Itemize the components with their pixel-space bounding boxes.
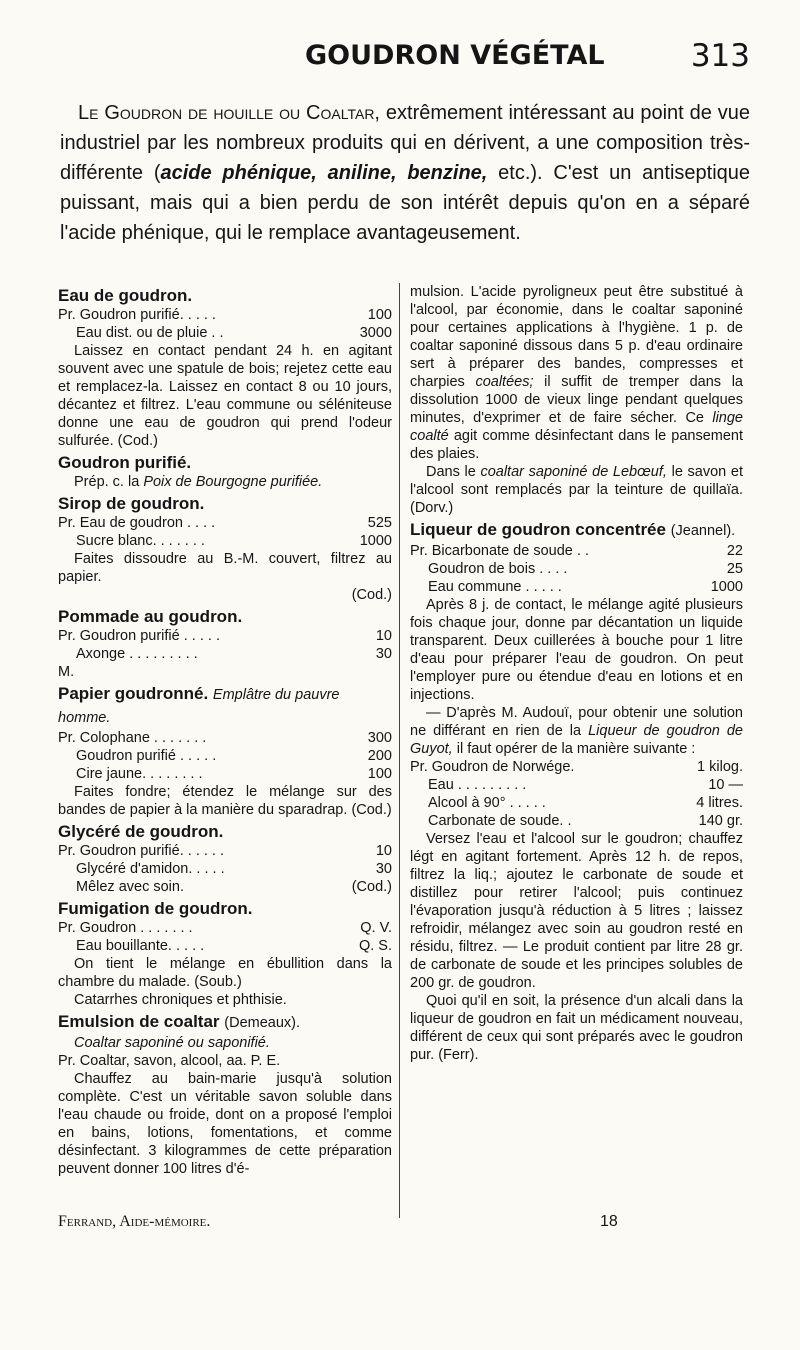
heading-papier: Papier goudronné. Emplâtre du pauvre homme. xyxy=(58,684,340,726)
quantity: 100 xyxy=(367,307,392,323)
heading-glycere: Glycéré de goudron. xyxy=(58,822,224,841)
column-divider xyxy=(399,283,400,1218)
recipe-liqueur: Pr. Bicarbonate de soude . . 22 Goudron de bois . . . . 25 Eau commune . . . . . 1000 xyxy=(410,543,743,595)
ingredient: Pr. Goudron purifié. . . . . xyxy=(58,307,216,323)
recipe-sirop: Pr. Eau de goudron . . . . 525 Sucre blanc. . . . . . . 1000 xyxy=(58,515,392,549)
page-number: 313 xyxy=(690,38,750,74)
heading-fumigation: Fumigation de goudron. xyxy=(58,899,253,918)
intro-text-end: etc.). C'est un antiseptique puissant, mais qui a bien perdu de son intérêt depuis qu'on en a séparé l'acide phénique, qui le remplace avantageusement. xyxy=(60,162,751,244)
recipe-eau xyxy=(58,306,392,342)
text-liqueur: Après 8 j. de contact, le mélange agité plusieurs fois chaque jour, donne par décantation un liquide transparent. Deux cuillerées à bouche pour 1 litre d'eau pour préparer l'eau de goudron. On peut l'employer pure ou étendue d'eau en lotions et en injections. xyxy=(410,597,743,703)
text-audoui: — D'après M. Audouï, pour obtenir une solution ne différant en rien de la Liqueur de goudron de Guyot, il faut opérer de la manière suivante : xyxy=(410,705,743,757)
text-continuation: mulsion. L'acide pyroligneux peut être substitué à l'alcool, par économie, dans le coaltar saponiné pour certaines applications à l'hygiène. 1 p. de coaltar saponiné dissous dans 5 p. d'eau ordinaire sert à préparer des bandes, compresses et charpies coaltées; il suffit de tremper dans la dissolution 1000 de vieux linge pendant quelques minutes, d'exprimer et de faire sécher. Ce linge coalté agit comme désinfectant dans le pansement des plaies. xyxy=(410,284,743,462)
heading-emulsion: Emulsion de coaltar (Demeaux). xyxy=(58,1012,301,1031)
page-header xyxy=(110,40,750,90)
heading-eau: Eau de goudron. xyxy=(58,286,193,305)
mix-note: M. xyxy=(58,664,75,680)
recipe-glycere: Pr. Goudron purifié. . . . . . 10 Glycéré d'amidon. . . . . 30 xyxy=(58,843,392,877)
right-column xyxy=(410,283,743,1064)
intro-italic: acide phénique, aniline, benzine, xyxy=(160,162,488,184)
mix-line: Mêlez avec soin. (Cod.) xyxy=(76,879,392,895)
left-column xyxy=(58,283,392,1178)
heading-goudron: Goudron purifié. xyxy=(58,453,192,472)
running-title: GOUDRON VÉGÉTAL xyxy=(305,40,605,71)
quantity: 3000 xyxy=(359,325,392,341)
formula-emulsion: Pr. Coaltar, savon, alcool, aa. P. E. xyxy=(58,1053,281,1069)
note-fumigation: Catarrhes chroniques et phthisie. xyxy=(74,992,287,1008)
subtitle-emulsion: Coaltar saponiné ou saponifié. xyxy=(74,1035,270,1051)
recipe-papier: Pr. Colophane . . . . . . . 300 Goudron purifié . . . . . 200 Cire jaune. . . . . . . . 100 xyxy=(58,730,392,782)
recipe-pommade: Pr. Goudron purifié . . . . . 10 Axonge . . . . . . . . . 30 xyxy=(58,628,392,662)
intro-lead: Le Goudron de houille ou Coaltar, xyxy=(78,102,380,124)
text-goudron: Prép. c. la Poix de Bourgogne purifiée. xyxy=(74,474,323,490)
signature-mark: 18 xyxy=(600,1213,618,1230)
text-conclusion: Quoi qu'il en soit, la présence d'un alcali dans la liqueur de goudron en fait un médicament nouveau, différent de ceux qui sont préparés avec le goudron pur. (Ferr). xyxy=(410,993,743,1063)
heading-liqueur: Liqueur de goudron concentrée (Jeannel). xyxy=(410,520,736,539)
text-papier: Faites fondre; étendez le mélange sur des bandes de papier à la manière du sparadrap. (Cod.) xyxy=(58,784,392,818)
ingredient: Eau dist. ou de pluie . . xyxy=(76,325,224,341)
text-fumigation: On tient le mélange en ébullition dans la chambre du malade. (Soub.) xyxy=(58,956,392,990)
text-procedure: Versez l'eau et l'alcool sur le goudron; chauffez légt en agitant fortement. Après 12 h. de repos, filtrez la liq.; ajoutez le carbonate de soude et distillez pour retirer l'alcool; puis continuez l'évaporation jusqu'à réduction à 5 litres ; laissez refroidir, mélangez avec soin au goudron resté en résidu, filtrez. — Le produit contient par litre 28 gr. de carbonate de soude et les principes solubles de 200 gr. de goudron. xyxy=(410,831,743,991)
source: (Cod.) xyxy=(117,433,158,449)
source: (Cod.) xyxy=(351,587,392,603)
text-sirop: Faites dissoudre au B.-M. couvert, filtrez au papier. xyxy=(58,551,392,585)
text-emulsion: Chauffez au bain-marie jusqu'à solution complète. C'est un véritable savon soluble dans l'eau chaude ou froide, dont on a proposé l'emploi en bains, lotions, fomentations, et comme désinfectant. 3 kilogrammes de cette préparation peuvent donner 100 litres d'é- xyxy=(58,1071,392,1177)
text-eau: Laissez en contact pendant 24 h. en agitant souvent avec une spatule de bois; rejetez cette eau et remplacez-la. Laissez en contact 8 ou 10 jours, décantez et filtrez. L'eau commune ou séléniteuse donne une eau de goudron qui prend l'odeur sulfurée. (Cod.) xyxy=(58,343,392,449)
heading-sirop: Sirop de goudron. xyxy=(58,494,205,513)
intro-text: extrêmement intéressant au point de vue industriel par les nombreux produits qui en dérivent, a une composition très-différente ( xyxy=(60,102,750,184)
text-leboeuf: Dans le coaltar saponiné de Lebœuf, le savon et l'alcool sont remplacés par la teinture de quillaïa. (Dorv.) xyxy=(410,464,743,516)
recipe-audoui: Pr. Goudron de Norwége. 1 kilog. Eau . . . . . . . . . 10 — Alcool à 90° . . . . . 4 litres. Carbonate de soude. . 140 gr. xyxy=(410,759,743,829)
recipe-fumigation: Pr. Goudron . . . . . . . Q. V. Eau bouillante. . . . . Q. S. xyxy=(58,920,392,954)
footer-book: Ferrand, Aide-mémoire. xyxy=(58,1213,211,1230)
heading-pommade: Pommade au goudron. xyxy=(58,607,243,626)
intro-paragraph xyxy=(60,98,750,248)
